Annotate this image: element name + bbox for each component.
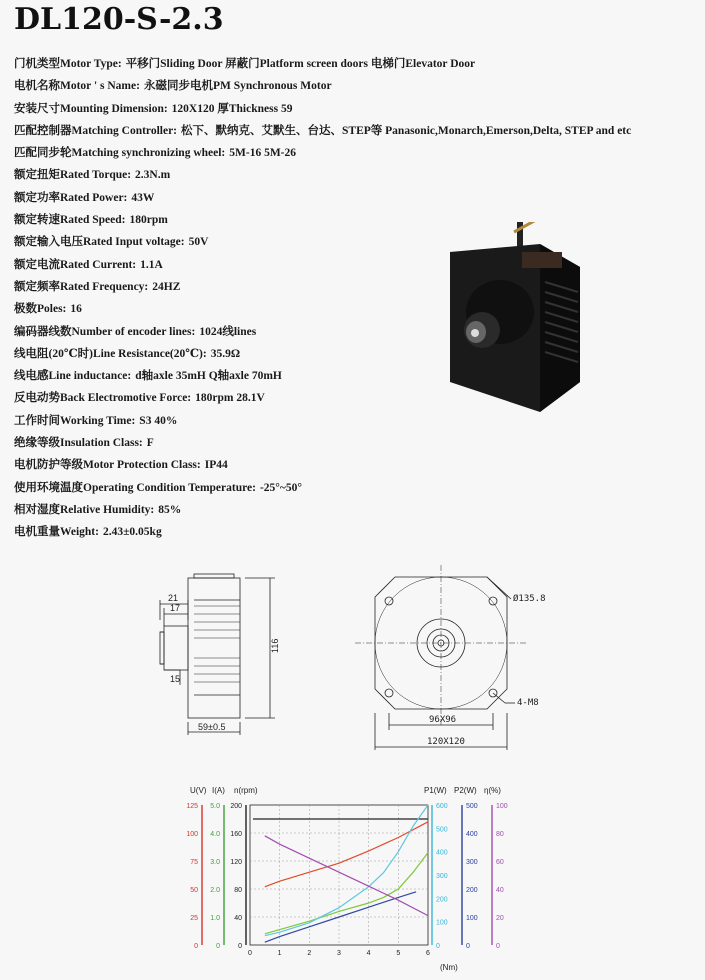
axis-tick-right: 0 [436, 943, 440, 950]
spec-row [14, 78, 654, 100]
axis-title-right: η(%) [484, 786, 501, 795]
axis-tick-left: 5.0 [210, 803, 220, 810]
x-tick-label: 4 [366, 950, 371, 957]
spec-row [14, 123, 654, 145]
axis-tick-right: 80 [496, 831, 504, 838]
axis-tick-right: 300 [466, 859, 478, 866]
axis-tick-right: 20 [496, 915, 504, 922]
spec-label: 额定频率Rated Frequency: [14, 280, 149, 293]
spec-label: 电机重量Weight: [14, 526, 99, 539]
axis-tick-left: 0 [238, 943, 242, 950]
spec-row [14, 167, 654, 189]
axis-tick-left: 50 [190, 887, 198, 894]
spec-label: 电机防护等级Motor Protection Class: [14, 459, 201, 472]
axis-tick-right: 400 [436, 849, 448, 857]
spec-value: d轴axle 35mH Q轴axle 70mH [135, 370, 282, 383]
spec-value: F [146, 437, 154, 450]
spec-label: 门机类型Motor Type: [14, 58, 122, 70]
x-tick-label: 2 [307, 950, 312, 957]
dim-21: 21 [168, 593, 179, 603]
axis-tick-right: 40 [496, 887, 504, 894]
spec-label: 极数Poles: [14, 303, 67, 316]
axis-tick-right: 600 [436, 803, 448, 810]
spec-value: 50V [188, 236, 209, 249]
x-tick-label: 1 [277, 950, 282, 957]
spec-value: 180rpm [129, 214, 168, 227]
axis-tick-left: 100 [186, 831, 198, 838]
spec-label: 线电阻(20℃时)Line Resistance(20℃): [14, 347, 207, 360]
axis-tick-left: 0 [216, 943, 220, 950]
spec-value: -25°~50° [259, 481, 302, 494]
axis-tick-left: 200 [230, 803, 242, 810]
spec-label: 安装尺寸Mounting Dimension: [14, 102, 168, 115]
spec-label: 相对湿度Relative Humidity: [14, 503, 155, 516]
axis-title-right: P1(W) [424, 786, 447, 795]
axis-tick-right: 200 [466, 887, 478, 894]
spec-value: 43W [131, 191, 155, 204]
axis-tick-right: 60 [496, 859, 504, 866]
spec-value: IP44 [204, 459, 228, 472]
axis-title-left: U(V) [190, 786, 207, 795]
series-line [265, 822, 428, 887]
spec-value: 24HZ [152, 280, 181, 293]
spec-label: 工作时间Working Time: [14, 414, 136, 427]
front-view-drawing [355, 565, 585, 755]
spec-label: 匹配控制器Matching Controller: [14, 124, 178, 137]
axis-tick-left: 2.0 [210, 887, 220, 894]
spec-value: 180rpm 28.1V [195, 392, 265, 405]
axis-tick-left: 160 [230, 831, 242, 838]
spec-row [14, 56, 654, 78]
dim-116: 116 [270, 638, 280, 653]
axis-title-left: I(A) [212, 786, 225, 795]
product-title: DL120-S-2.3 [14, 2, 224, 37]
spec-value: 永磁同步电机PM Synchronous Motor [143, 80, 332, 93]
spec-label: 额定输入电压Rated Input voltage: [14, 236, 185, 249]
spec-label: 额定功率Rated Power: [14, 191, 128, 204]
spec-label: 匹配同步轮Matching synchronizing wheel: [14, 147, 226, 160]
dim-96: 96X96 [429, 715, 457, 725]
spec-row [14, 190, 654, 212]
axis-tick-right: 500 [436, 826, 448, 834]
x-tick-label: 0 [248, 950, 252, 957]
spec-value: S3 40% [139, 414, 178, 427]
axis-tick-right: 400 [466, 831, 478, 838]
spec-row [14, 101, 654, 123]
performance-chart [178, 780, 518, 975]
spec-row [14, 502, 654, 524]
dim-circle: Ø135.8 [513, 594, 546, 604]
spec-value: 1.1A [140, 258, 163, 271]
spec-label: 使用环境温度Operating Condition Temperature: [14, 481, 256, 494]
axis-tick-left: 40 [234, 915, 242, 922]
axis-title-left: n(rpm) [234, 786, 258, 795]
axis-tick-left: 3.0 [210, 859, 220, 866]
motor-photo [440, 222, 590, 412]
axis-tick-left: 4.0 [210, 831, 220, 838]
x-axis-label: (Nm) [440, 963, 458, 972]
spec-label: 编码器线数Number of encoder lines: [14, 325, 196, 338]
axis-tick-right: 500 [466, 803, 478, 810]
axis-tick-left: 75 [190, 859, 198, 866]
axis-tick-right: 100 [496, 803, 508, 810]
spec-row [14, 480, 654, 502]
axis-tick-left: 125 [186, 803, 198, 810]
series-line [265, 836, 428, 916]
spec-row [14, 524, 654, 546]
axis-tick-right: 0 [496, 943, 500, 950]
axis-tick-right: 100 [466, 915, 478, 922]
x-tick-label: 3 [337, 950, 341, 957]
spec-value: 2.43±0.05kg [102, 526, 162, 539]
axis-tick-right: 0 [466, 943, 470, 950]
dim-15: 15 [170, 674, 181, 684]
spec-value: 1024线lines [199, 325, 257, 338]
spec-label: 反电动势Back Electromotive Force: [14, 392, 192, 405]
spec-label: 额定扭矩Rated Torque: [14, 169, 132, 182]
spec-value: 5M-16 5M-26 [229, 147, 297, 160]
axis-tick-right: 300 [436, 873, 448, 880]
series-line [265, 853, 428, 934]
dim-120: 120X120 [427, 737, 465, 747]
spec-value: 2.3N.m [135, 169, 171, 182]
axis-title-right: P2(W) [454, 786, 477, 795]
spec-row [14, 435, 654, 457]
spec-value: 16 [70, 303, 82, 316]
axis-tick-left: 120 [230, 859, 242, 866]
spec-row [14, 413, 654, 435]
spec-value: 85% [158, 503, 182, 516]
axis-tick-right: 200 [436, 896, 448, 904]
spec-label: 电机名称Motor ' s Name: [14, 80, 140, 93]
axis-tick-left: 80 [234, 887, 242, 894]
spec-row [14, 457, 654, 479]
spec-label: 线电感Line inductance: [14, 370, 132, 383]
spec-value: 平移门Sliding Door 屏蔽门Platform screen doors 电梯门Elevator Door [125, 58, 476, 70]
spec-value: 35.9Ω [210, 347, 241, 360]
axis-tick-left: 1.0 [210, 915, 220, 922]
spec-value: 松下、默纳克、艾默生、台达、STEP等 Panasonic,Monarch,Emerson,Delta, STEP and etc [181, 124, 632, 137]
series-line [265, 805, 428, 936]
x-tick-label: 6 [426, 950, 430, 957]
spec-row [14, 145, 654, 167]
x-tick-label: 5 [396, 950, 401, 957]
axis-tick-right: 100 [436, 919, 448, 927]
spec-label: 额定转速Rated Speed: [14, 214, 126, 227]
axis-tick-left: 25 [190, 915, 198, 922]
dim-59: 59±0.5 [198, 722, 226, 732]
spec-value: 120X120 厚Thickness 59 [171, 102, 293, 115]
dim-17: 17 [170, 603, 181, 613]
side-view-drawing [150, 560, 290, 745]
dim-holes: 4-M8 [517, 698, 539, 708]
spec-label: 额定电流Rated Current: [14, 258, 137, 271]
spec-label: 绝缘等级Insulation Class: [14, 437, 143, 450]
axis-tick-left: 0 [194, 943, 198, 950]
